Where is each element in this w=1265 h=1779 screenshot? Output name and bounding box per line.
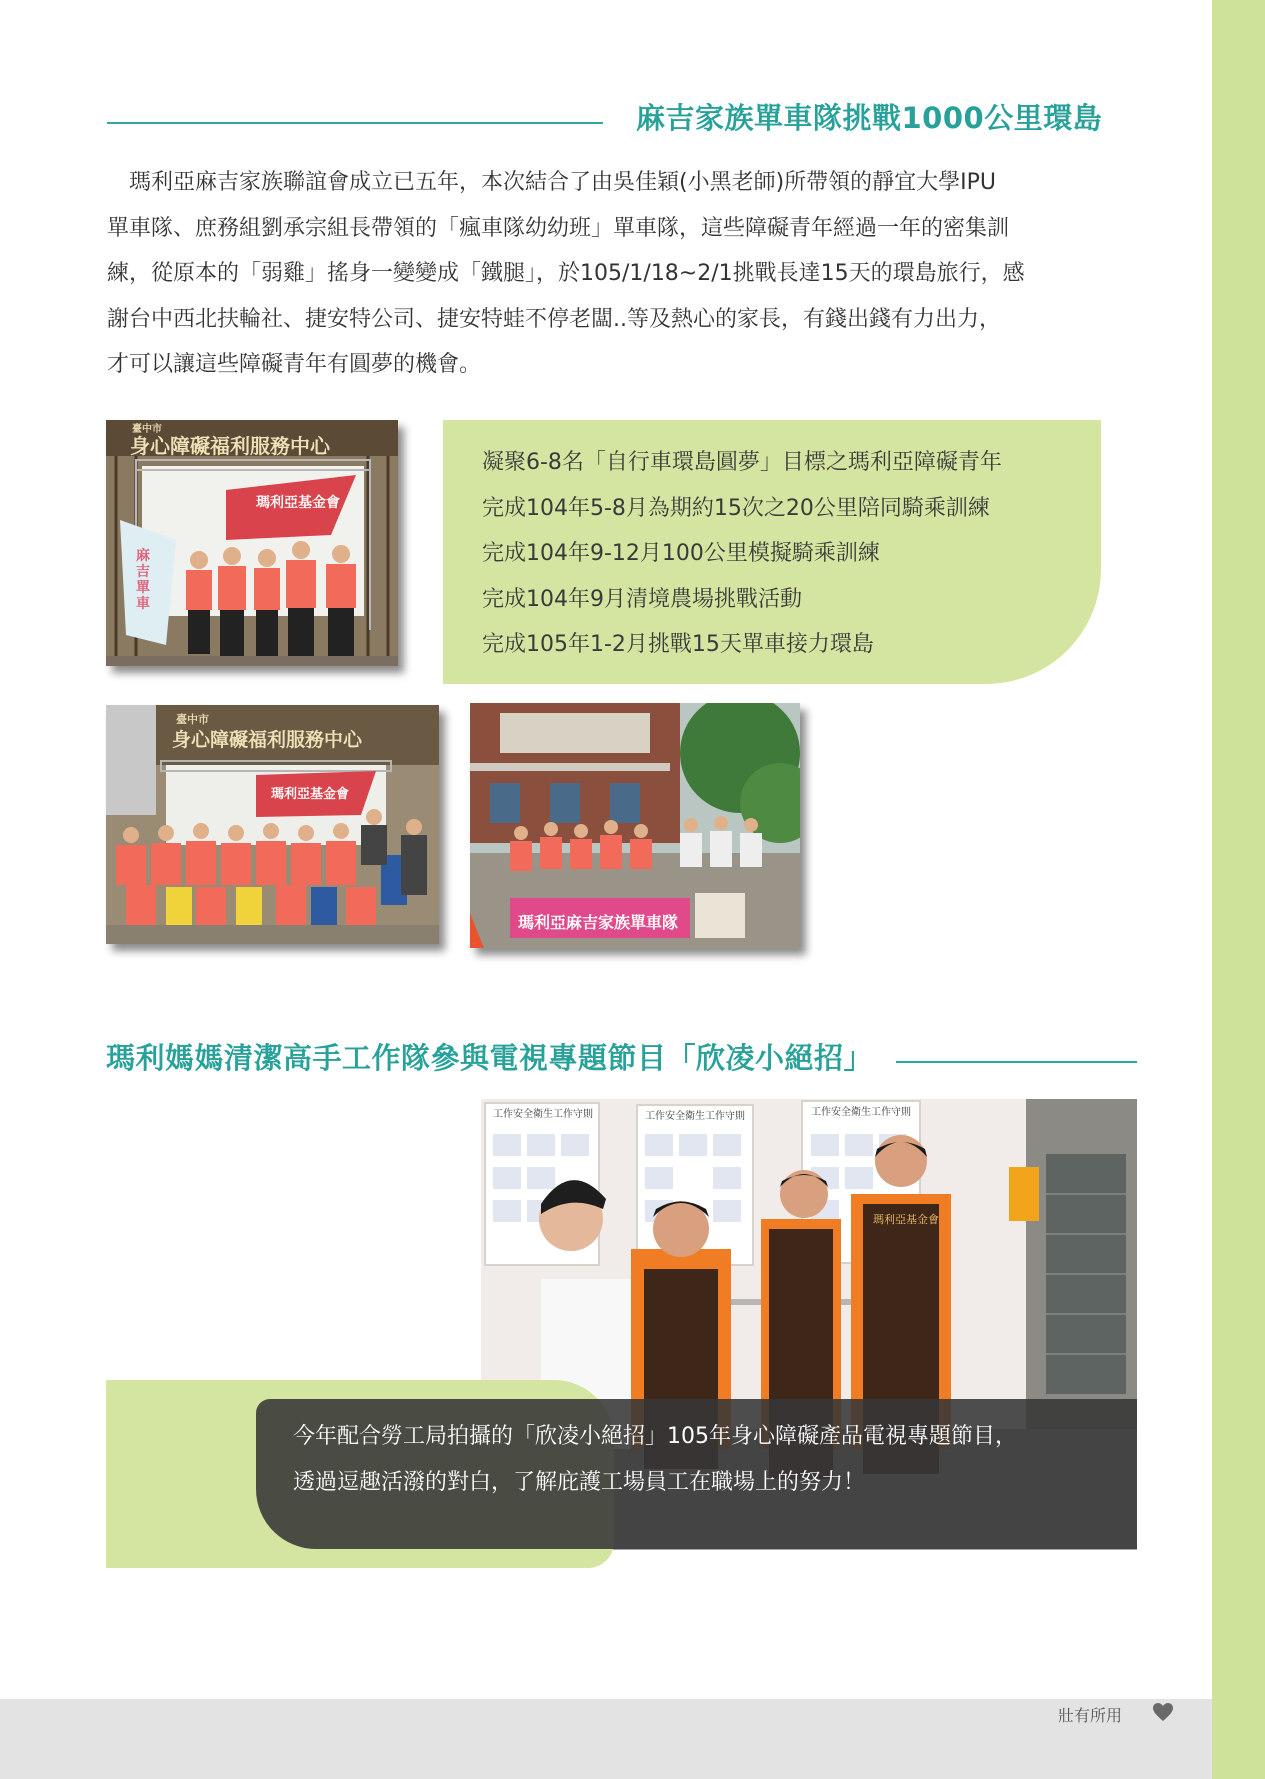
section1-paragraph <box>107 160 1082 388</box>
photo2-sign: 身心障礙福利服務中心 <box>172 729 363 751</box>
photo-cyclists-street <box>470 703 800 948</box>
section1-title: 麻吉家族單車隊挑戰1000公里環島 <box>636 101 1103 135</box>
photo-poster-title: 工作安全衛生工作守則 <box>645 1111 745 1122</box>
goals-list <box>482 440 1002 668</box>
photo1-flag: 麻吉單車 <box>136 548 150 612</box>
caption-line: 透過逗趣活潑的對白，了解庇護工場員工在職場上的努力！ <box>293 1469 866 1495</box>
section2-title-rule <box>896 1061 1137 1063</box>
heart-icon <box>1151 1700 1175 1724</box>
paragraph-line: 瑪利亞麻吉家族聯誼會成立已五年，本次結合了由吳佳穎(小黑老師)所帶領的靜宜大學IPU <box>107 170 997 195</box>
goal-item: 完成105年1-2月挑戰15天單車接力環島 <box>482 632 874 657</box>
photo1-sign-top: 臺中市 <box>132 424 162 435</box>
photo1-sign: 身心障礙福利服務中心 <box>130 434 330 458</box>
photo2-banner: 瑪利亞基金會 <box>271 787 350 802</box>
paragraph-line: 單車隊、庶務組劉承宗組長帶領的「瘋車隊幼幼班」單車隊，這些障礙青年經過一年的密集訓 <box>107 215 1010 241</box>
photo-cycling-team-flag <box>106 420 398 666</box>
paragraph-line: 謝台中西北扶輪社、捷安特公司、捷安特蛙不停老闆..等及熱心的家長，有錢出錢有力出力， <box>107 306 1001 332</box>
paragraph-line: 才可以讓這些障礙青年有圓夢的機會。 <box>107 352 482 377</box>
goal-item: 完成104年9-12月100公里模擬騎乘訓練 <box>482 541 880 566</box>
footer-text: 壯有所用 <box>1057 1706 1122 1725</box>
photo2-sign-top: 臺中市 <box>176 713 209 726</box>
side-color-strip <box>1212 0 1265 1779</box>
section2-caption <box>293 1414 1017 1505</box>
goal-item: 完成104年9月清境農場挑戰活動 <box>482 586 802 612</box>
photo-poster-title: 工作安全衛生工作守則 <box>493 1109 593 1120</box>
photo3-banner: 瑪利亞麻吉家族單車隊 <box>518 913 679 932</box>
photo1-banner: 瑪利亞基金會 <box>256 495 340 511</box>
section2-title: 瑪利媽媽清潔高手工作隊參與電視專題節目「欣凌小絕招」 <box>106 1041 874 1075</box>
photo-poster-title: 工作安全衛生工作守則 <box>811 1107 911 1118</box>
goal-item: 完成104年5-8月為期約15次之20公里陪同騎乘訓練 <box>482 495 990 521</box>
photo-group-service-center <box>106 705 439 944</box>
goal-item: 凝聚6-8名「自行車環島圓夢」目標之瑪利亞障礙青年 <box>482 450 1002 475</box>
caption-line: 今年配合勞工局拍攝的「欣凌小絕招」105年身心障礙產品電視專題節目， <box>293 1424 1017 1449</box>
section1-title-rule <box>107 122 603 124</box>
photo-apron-text: 瑪利亞基金會 <box>873 1213 939 1226</box>
paragraph-line: 練，從原本的「弱雞」搖身一變變成「鐵腿」，於105/1/18~2/1挑戰長達15天的環島旅行，感 <box>107 261 1025 286</box>
